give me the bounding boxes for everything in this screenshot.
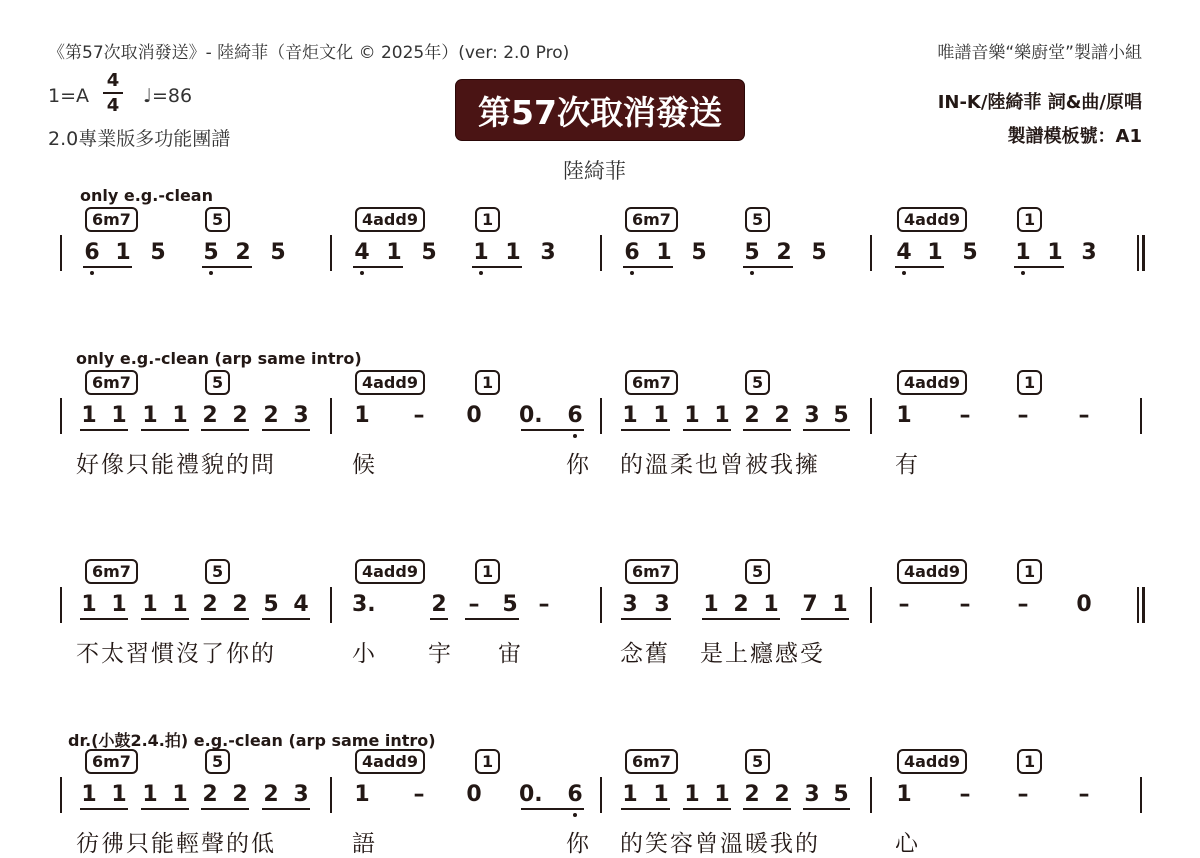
beam-underline [801,618,849,620]
note: – [898,592,910,617]
note: 2 [744,782,760,807]
beam-underline [80,808,128,810]
note: 1 [505,240,521,265]
note: 1 [832,592,848,617]
low-octave-dot [1021,271,1025,275]
beam-underline [262,618,310,620]
note: – [1078,403,1090,428]
chord-symbol: 1 [475,207,500,232]
chord-symbol: 1 [1017,370,1042,395]
beam-underline [262,808,310,810]
note: 3 [293,403,309,428]
chord-symbol: 4add9 [897,559,967,584]
note: 2 [774,782,790,807]
chord-symbol: 4add9 [355,749,425,774]
publisher: 唯譜音樂“樂廚堂”製譜小組 [937,43,1142,63]
lyric-line: 的笑容曾溫暖我的 [620,831,820,857]
note: 1 [172,782,188,807]
chord-symbol: 1 [1017,559,1042,584]
chord-symbol: 6m7 [85,370,138,395]
note: – [959,403,971,428]
note: 1 [684,782,700,807]
beam-underline [623,266,673,268]
note: 1 [473,240,489,265]
artist-name: 陸綺菲 [563,159,626,183]
beam-underline [803,808,850,810]
beam-underline [803,429,850,431]
note: 2 [202,782,218,807]
note: 3 [804,403,820,428]
chord-symbol: 6m7 [625,749,678,774]
note: 2 [232,782,248,807]
note: 5 [150,240,166,265]
chord-symbol: 6m7 [85,749,138,774]
note: 0 [1076,592,1092,617]
beam-underline [201,618,249,620]
chord-symbol: 1 [475,749,500,774]
note: 0. [519,782,543,807]
beam-underline [743,266,793,268]
low-octave-dot [360,271,364,275]
beam-underline [141,429,189,431]
note: – [1017,592,1029,617]
bar-line [600,235,602,271]
note: – [1078,782,1090,807]
chord-symbol: 5 [745,749,770,774]
low-octave-dot [902,271,906,275]
bar-line [1140,777,1142,813]
note: – [468,592,480,617]
note: 5 [270,240,286,265]
beam-underline [83,266,132,268]
note: 1 [714,782,730,807]
note: 7 [802,592,818,617]
note: 1 [81,592,97,617]
bar-line [60,398,62,434]
note: 4 [293,592,309,617]
note: 2 [733,592,749,617]
time-top: 4 [106,70,120,91]
lyric-line: 小 [352,641,377,667]
chord-symbol: 6m7 [85,207,138,232]
note: 3 [293,782,309,807]
note: 2 [263,403,279,428]
bar-line [870,587,872,623]
note: 1 [111,782,127,807]
note: 2 [202,403,218,428]
lyric-line: 有 [895,452,920,478]
final-bar-line [1137,235,1145,271]
song-info: 《第57次取消發送》- 陸綺菲（音炬文化 © 2025年）(ver: 2.0 Pro) [48,43,570,63]
bar-line [60,587,62,623]
chord-symbol: 6m7 [625,370,678,395]
note: 4 [896,240,912,265]
chord-symbol: 5 [745,370,770,395]
note: 1 [656,240,672,265]
chord-symbol: 1 [1017,749,1042,774]
note: 1 [142,782,158,807]
chord-symbol: 5 [745,207,770,232]
chord-symbol: 5 [205,749,230,774]
note: 1 [115,240,131,265]
note: 1 [172,592,188,617]
page-title: 第57次取消發送 [456,80,744,140]
note: 1 [896,403,912,428]
note: 0 [466,782,482,807]
note: 1 [81,782,97,807]
chord-symbol: 5 [205,559,230,584]
note: 5 [691,240,707,265]
note: 3 [804,782,820,807]
beam-underline [465,618,519,620]
low-octave-dot [630,271,634,275]
chord-symbol: 5 [205,207,230,232]
bar-line [330,235,332,271]
lyric-line: 宙 [498,641,523,667]
note: 1 [111,403,127,428]
note: – [959,592,971,617]
beam-underline [683,429,731,431]
note: 2 [744,403,760,428]
note: 6 [567,782,583,807]
note: 5 [502,592,518,617]
note: – [959,782,971,807]
beam-underline [141,808,189,810]
note: 1 [354,782,370,807]
note: 6 [84,240,100,265]
note: 2 [776,240,792,265]
note: 3. [352,592,376,617]
bar-line [870,235,872,271]
note: 1 [896,782,912,807]
chord-symbol: 6m7 [85,559,138,584]
note: 6 [624,240,640,265]
note: 1 [1047,240,1063,265]
credits: IN-K/陸綺菲 詞&曲/原唱 [937,92,1142,113]
note: 4 [354,240,370,265]
lyric-line: 語 [352,831,377,857]
low-octave-dot [209,271,213,275]
note: 2 [202,592,218,617]
time-bottom: 4 [106,95,120,116]
note: 1 [703,592,719,617]
note: 2 [774,403,790,428]
beam-underline [621,618,671,620]
low-octave-dot [573,813,577,817]
chord-symbol: 4add9 [355,370,425,395]
note: 5 [744,240,760,265]
low-octave-dot [90,271,94,275]
final-bar-line [1137,587,1145,623]
beam-underline [521,429,584,431]
note: 1 [653,782,669,807]
note: 1 [386,240,402,265]
chord-symbol: 1 [475,370,500,395]
beam-underline [683,808,731,810]
low-octave-dot [573,434,577,438]
note: 1 [142,592,158,617]
note: 1 [172,403,188,428]
lyric-line: 的溫柔也曾被我擁 [620,452,820,478]
section-label: only e.g.-clean [80,186,213,205]
note: – [1017,782,1029,807]
bar-line [600,587,602,623]
note: 3 [654,592,670,617]
bar-line [600,398,602,434]
note: 3 [622,592,638,617]
chord-symbol: 4add9 [355,559,425,584]
lyric-line: 念舊 [620,641,670,667]
note: 1 [714,403,730,428]
lyric-line: 不太習慣沒了你的 [76,641,276,667]
beam-underline [743,808,791,810]
tempo: ♩=86 [143,85,193,107]
beam-underline [201,808,249,810]
note: 1 [81,403,97,428]
beam-underline [472,266,522,268]
note: 2 [235,240,251,265]
chord-symbol: 5 [745,559,770,584]
chord-symbol: 4add9 [897,370,967,395]
bar-line [870,777,872,813]
section-label: dr.(小鼓2.4.拍) e.g.-clean (arp same intro) [68,731,436,750]
note: 1 [763,592,779,617]
chord-symbol: 4add9 [897,207,967,232]
chord-symbol: 4add9 [897,749,967,774]
beam-underline [521,808,584,810]
note: 2 [263,782,279,807]
lyric-line: 宇 [428,641,453,667]
bar-line [330,587,332,623]
chord-symbol: 5 [205,370,230,395]
note: 0 [466,403,482,428]
lyric-line: 你 [566,831,591,857]
beam-underline [80,618,128,620]
note: – [413,403,425,428]
note: 1 [622,782,638,807]
note: 0. [519,403,543,428]
note: 1 [1015,240,1031,265]
note: 1 [684,403,700,428]
note: 1 [142,403,158,428]
note: 5 [263,592,279,617]
note: 5 [811,240,827,265]
lyric-line: 是上癮感受 [700,641,825,667]
bar-line [60,777,62,813]
note: 5 [962,240,978,265]
bar-line [1140,398,1142,434]
bar-line [330,777,332,813]
bar-line [330,398,332,434]
beam-underline [80,429,128,431]
lyric-line: 心 [895,831,920,857]
key-signature: 1=A [48,85,90,107]
beam-underline [262,429,310,431]
beam-underline [621,808,670,810]
lyric-line: 你 [566,452,591,478]
beam-underline [430,618,448,620]
note: – [1017,403,1029,428]
note: 5 [833,782,849,807]
beam-underline [1014,266,1064,268]
time-signature [103,70,123,116]
note: 3 [1081,240,1097,265]
note: 5 [833,403,849,428]
lyric-line: 好像只能禮貌的問 [76,452,276,478]
note: 3 [540,240,556,265]
beam-underline [702,618,780,620]
bar-line [60,235,62,271]
beam-underline [202,266,252,268]
note: 6 [567,403,583,428]
note: 5 [421,240,437,265]
chord-symbol: 6m7 [625,559,678,584]
note: 5 [203,240,219,265]
beam-underline [201,429,249,431]
note: 2 [431,592,447,617]
beam-underline [141,618,189,620]
chord-symbol: 1 [1017,207,1042,232]
note: 2 [232,403,248,428]
low-octave-dot [750,271,754,275]
chord-symbol: 1 [475,559,500,584]
beam-underline [353,266,403,268]
section-label: only e.g.-clean (arp same intro) [76,349,362,368]
note: 1 [927,240,943,265]
note: 1 [653,403,669,428]
beam-underline [895,266,944,268]
note: – [413,782,425,807]
bar-line [870,398,872,434]
chord-symbol: 4add9 [355,207,425,232]
lyric-line: 候 [352,452,377,478]
edition-label: 2.0專業版多功能團譜 [48,128,231,150]
beam-underline [743,429,791,431]
note: 1 [111,592,127,617]
lyric-line: 彷彿只能輕聲的低 [76,831,276,857]
bar-line [600,777,602,813]
note: 2 [232,592,248,617]
note: – [538,592,550,617]
beam-underline [621,429,670,431]
low-octave-dot [479,271,483,275]
note: 1 [354,403,370,428]
template-number: 製譜模板號：A1 [1007,126,1142,147]
chord-symbol: 6m7 [625,207,678,232]
note: 1 [622,403,638,428]
